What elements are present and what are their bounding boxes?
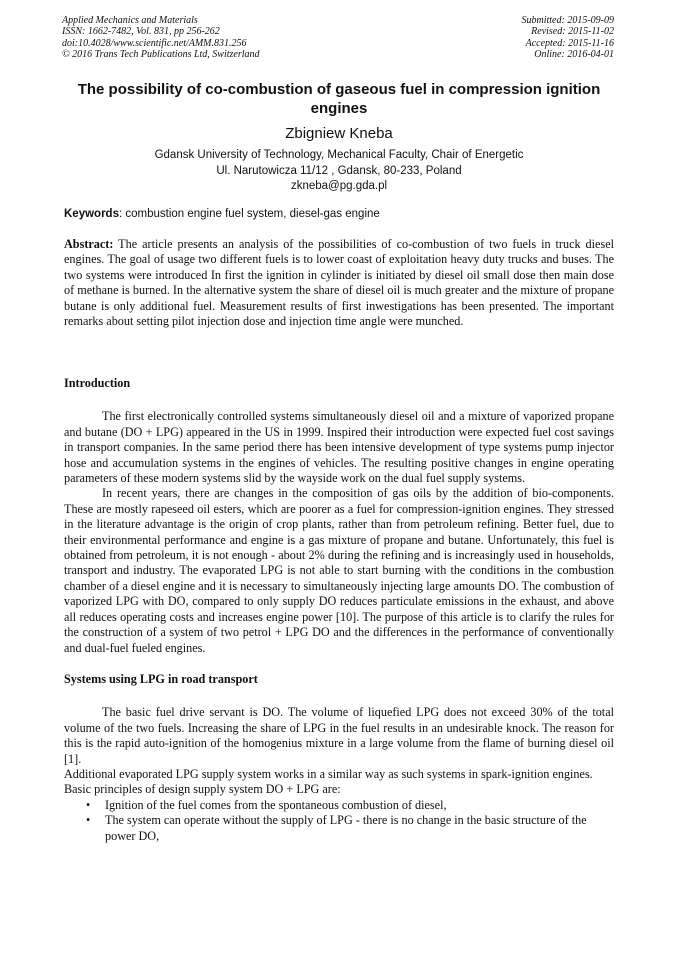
paper-title: The possibility of co-combustion of gaseous fuel in compression ignition engines	[77, 81, 601, 117]
publication-dates	[522, 15, 615, 61]
date-accepted: Accepted: 2015-11-16	[525, 37, 614, 49]
affiliation	[60, 148, 618, 195]
list-item	[64, 798, 614, 813]
journal-info	[62, 15, 260, 61]
systems-paragraph-1: The basic fuel drive servant is DO. The volume of liquefied LPG does not exceed 30% of the total volume of the two fuels. Increasing the share of LPG in the fuel results in an undesirable knock. The reason for this is the rapid auto-ignition of the homogenius mixture in a large volume from the flame of burning diesel oil [1].	[64, 705, 614, 766]
date-online: Online: 2016-04-01	[534, 49, 614, 61]
date-revised: Revised: 2015-11-02	[531, 26, 614, 38]
list-item	[64, 813, 614, 844]
journal-name: Applied Mechanics and Materials	[62, 15, 198, 26]
paper-body	[64, 376, 614, 844]
introduction-paragraph-2: In recent years, there are changes in the composition of gas oils by the addition of bio-components. These are mostly rapeseed oil esters, which are poorer as a fuel for compression-ignition engines. They stressed in the literature advantage is the origin of crop plants, rather than from petroleum refining. Better fuel, due to their environmental performance and engine is a gas mixture of propane and butane. Unfortunately, this fuel is obtained from petroleum, it is not enough - about 2% during the refining and is increasingly used in households, transport and industry. The evaporated LPG is not able to start burning with the conditions in the combustion chamber of a diesel engine and it is necessary to simultaneously injecting large amounts DO. The combustion of vaporized LPG with DO, compared to only supply DO reduces particulate emissions in the exhaust, and above all reduces operating costs and increases engine power [10]. The purpose of this article is to clarify the rules for the construction of a system of two petrol + LPG DO and the differences in the performance of conventionally and dual-fuel fueled engines.	[64, 486, 614, 655]
affiliation-line2: Ul. Narutowicza 11/12 , Gdansk, 80-233, Poland	[216, 164, 462, 177]
author-name: Zbigniew Kneba	[285, 125, 393, 142]
systems-paragraph-3: Basic principles of design supply system DO + LPG are:	[64, 782, 341, 797]
keywords	[64, 207, 618, 222]
design-principles-list	[64, 798, 614, 844]
list-item-text: Ignition of the fuel comes from the spontaneous combustion of diesel,	[105, 797, 447, 812]
abstract-label: Abstract:	[64, 237, 114, 251]
journal-issn: ISSN: 1662-7482, Vol. 831, pp 256-262	[62, 26, 220, 38]
section-heading-systems: Systems using LPG in road transport	[64, 671, 258, 686]
bullet-icon: •	[86, 797, 91, 812]
keywords-label: Keywords	[64, 208, 119, 220]
affiliation-line1: Gdansk University of Technology, Mechanical Faculty, Chair of Energetic	[154, 149, 524, 161]
list-item-text: The system can operate without the supply of LPG - there is no change in the basic structure of the power DO,	[105, 813, 587, 843]
journal-copyright: © 2016 Trans Tech Publications Ltd, Switzerland	[62, 49, 260, 61]
abstract	[64, 237, 614, 329]
abstract-text: The article presents an analysis of the possibilities of co-combustion of two fuels in truck diesel engines. The goal of usage two different fuels is to lower coast of exploitation heavy duty trucks and buses. The two systems were introduced In first the ignition in cylinder is initiated by diesel oil small dose then main dose of methane is burned. In the alternative system the share of diesel oil is much greater and the mixture of propane butane is only additional fuel. Measurement results of first inwestigations has been presented. The important remarks about setting pilot injection dose and injection time angle were munched.	[64, 237, 614, 329]
date-submitted: Submitted: 2015-09-09	[521, 15, 614, 26]
bullet-icon: •	[86, 813, 91, 828]
section-heading-introduction: Introduction	[64, 376, 131, 390]
keywords-text: : combustion engine fuel system, diesel-gas engine	[118, 208, 380, 220]
author-email[interactable]: zkneba@pg.gda.pl	[290, 180, 388, 192]
journal-doi[interactable]: doi:10.4028/www.scientific.net/AMM.831.256	[62, 37, 247, 49]
introduction-paragraph-1: The first electronically controlled systems simultaneously diesel oil and a mixture of vaporized propane and butane (DO + LPG) appeared in the US in 1999. Inspired their introduction were expected fuel cost savings in transport companies. In the same period there has been intensive development of type systems pump injector hose and accumulation systems in the engines of vehicles. The resulting positive changes in engine operating parameters of these modern systems slid by the wayside work on the dual fuel supply systems.	[64, 409, 614, 486]
systems-paragraph-2: Additional evaporated LPG supply system works in a similar way as such systems in spark-ignition engines.	[64, 766, 593, 781]
